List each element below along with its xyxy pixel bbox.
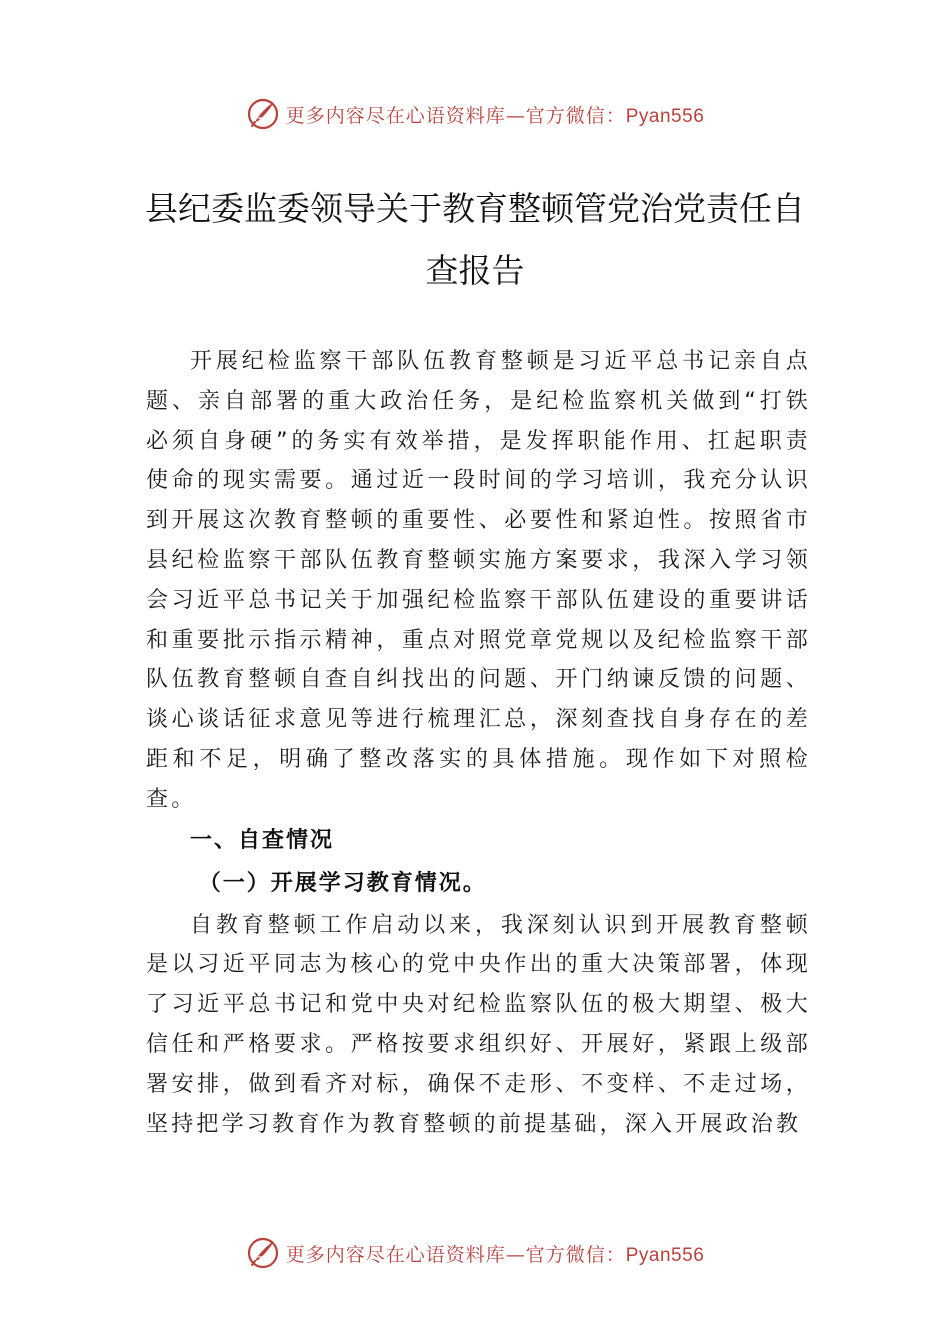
intro-paragraph: 开展纪检监察干部队伍教育整顿是习近平总书记亲自点题、亲自部署的重大政治任务，是纪检监察机关做到“打铁必须自身硬”的务实有效举措，是发挥职能作用、扛起职责使命的现实需要。通过近一段时间的学习培训，我充分认识到开展这次教育整顿的重要性、必要性和紧迫性。按照省市县纪检监察干部队伍教育整顿实施方案要求，我深入学习领会习近平总书记关于加强纪检监察干部队伍建设的重要讲话和重要批示指示精神，重点对照党章党规以及纪检监察干部队伍教育整顿自查自纠找出的问题、开门纳谏反馈的问题、谈心谈话征求意见等进行梳理汇总，深刻查找自身存在的差距和不足，明确了整改落实的具体措施。现作如下对照检查。 [146,349,811,812]
header-promo-text: 更多内容尽在心语资料库 [285,104,506,127]
header-wechat-id: Pyan556 [625,105,705,127]
header-banner-text [286,101,705,128]
footer-banner [0,1231,950,1275]
document-body [146,342,811,1144]
footer-wechat-label: 官方微信： [525,1243,626,1266]
header-banner [0,92,950,136]
quill-pen-logo-icon [246,97,280,131]
footer-banner-text [286,1240,705,1267]
footer-separator: — [505,1243,526,1266]
document-title: 县纪委监委领导关于教育整顿管党治党责任自查报告 [145,189,805,290]
subsection-heading-learning: （一）开展学习教育情况。 [198,870,487,896]
footer-promo-text: 更多内容尽在心语资料库 [285,1243,506,1266]
footer-wechat-id: Pyan556 [625,1244,705,1266]
header-wechat-label: 官方微信： [525,104,626,127]
header-separator: — [505,104,526,127]
subsection-paragraph-learning: 自教育整顿工作启动以来，我深刻认识到开展教育整顿是以习近平同志为核心的党中央作出的重大决策部署，体现了习近平总书记和党中央对纪检监察队伍的极大期望、极大信任和严格要求。严格按要求组织好、开展好，紧跟上级部署安排，做到看齐对标，确保不走形、不变样、不走过场， 坚持把学习教育作为教育整顿的前提基础，深入开展政治教 [146,912,811,1137]
section-heading-self-check: 一、自查情况 [190,827,335,853]
quill-pen-logo-icon [246,1236,280,1270]
